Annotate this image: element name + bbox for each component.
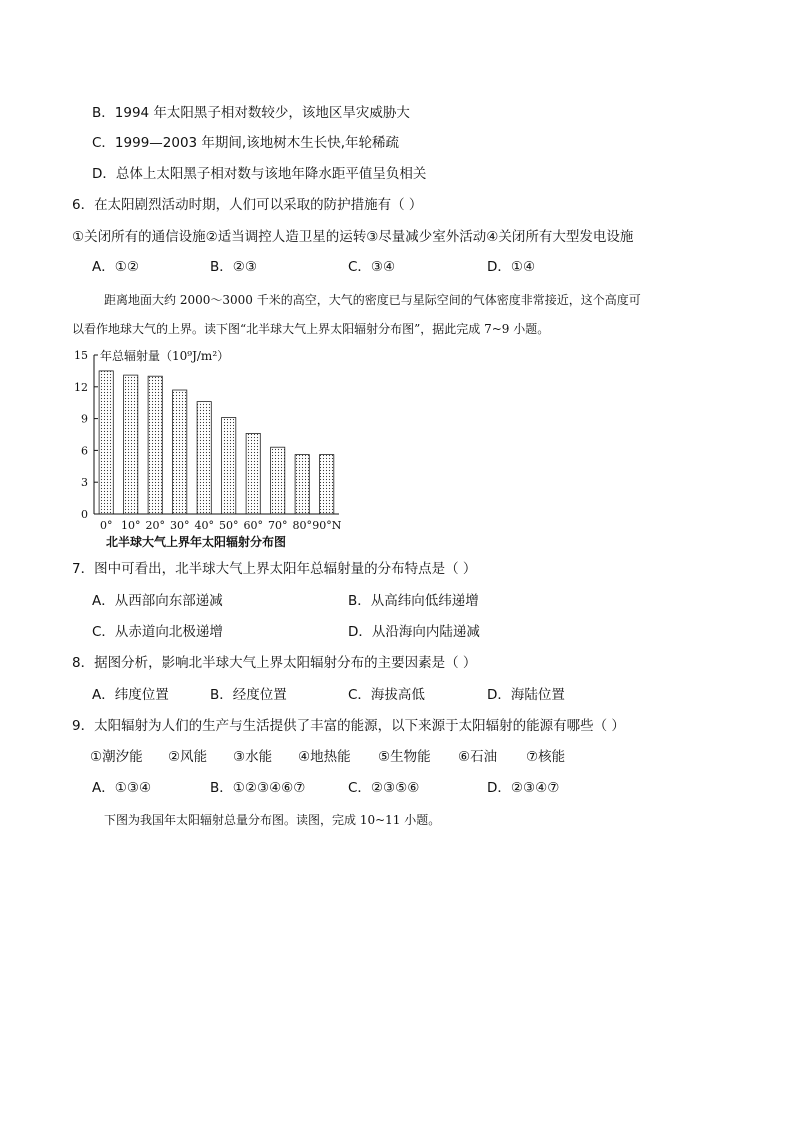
q9-item: ③水能 [233, 749, 273, 765]
q6-option-a: A．①② [92, 259, 139, 275]
q8-stem: 8．据图分析，影响北半球大气上界太阳辐射分布的主要因素是（ ） [72, 655, 477, 671]
chart-y-tick-label: 15 [74, 349, 88, 362]
intro-7-9-line1: 距离地面大约 2000～3000 千米的高空，大气的密度已与星际空间的气体密度非常接近，这个高度可 [104, 293, 641, 307]
chart-bar [320, 455, 334, 514]
q6-option-c: C．③④ [348, 259, 396, 275]
chart-x-tick-label: 30° [170, 519, 190, 532]
q9-option-a: A．①③④ [92, 780, 152, 796]
chart-x-tick-label: 60° [243, 519, 264, 532]
q7-option-c: C．从赤道向北极递增 [92, 624, 223, 640]
q7-option-d: D．从沿海向内陆递减 [348, 624, 480, 640]
chart-y-axis-label: 年总辐射量（10⁹J/m²） [100, 349, 230, 363]
q9-item: ①潮汐能 [90, 749, 143, 765]
chart-x-tick-label: 80° [292, 519, 313, 532]
chart-bar [99, 371, 113, 514]
chart-bar [124, 375, 138, 514]
chart-bar [197, 402, 211, 514]
q6-option-d: D．①④ [487, 259, 536, 275]
chart-x-tick-label: 0° [100, 519, 113, 532]
q6-stem: 6．在太阳剧烈活动时期，人们可以采取的防护措施有（ ） [72, 197, 423, 213]
q9-item: ④地热能 [298, 749, 351, 765]
chart-x-tick-label: 90°N [312, 519, 342, 532]
chart-bar [148, 376, 162, 514]
q8-option-a: A．纬度位置 [92, 687, 169, 703]
chart-bar [222, 418, 236, 515]
radiation-bar-chart [64, 340, 364, 555]
q7-option-a: A．从西部向东部递减 [92, 593, 223, 609]
q6-items: ①关闭所有的通信设施②适当调控人造卫星的运转③尽量减少室外活动④关闭所有大型发电设施 [72, 229, 634, 245]
chart-bar [271, 447, 285, 514]
chart-x-tick-label: 10° [121, 519, 141, 532]
q5-option-d: D．总体上太阳黑子相对数与该地年降水距平值呈负相关 [92, 166, 427, 182]
q7-option-b: B．从高纬向低纬递增 [348, 593, 479, 609]
q8-option-b: B．经度位置 [210, 687, 287, 703]
chart-x-tick-label: 70° [268, 519, 288, 532]
q9-item: ⑥石油 [458, 749, 498, 765]
chart-title: 北半球大气上界年太阳辐射分布图 [106, 535, 287, 549]
chart-y-tick-label: 12 [74, 380, 88, 394]
q8-option-c: C．海拔高低 [348, 687, 425, 703]
q9-stem: 9．太阳辐射为人们的生产与生活提供了丰富的能源，以下来源于太阳辐射的能源有哪些（ ） [72, 718, 625, 734]
chart-bar [295, 455, 309, 514]
chart-bar [173, 390, 187, 514]
q9-item: ②风能 [168, 749, 208, 765]
q5-option-b: B．1994 年太阳黑子相对数较少，该地区旱灾威胁大 [92, 105, 410, 121]
chart-y-tick-label: 3 [81, 476, 88, 490]
chart-bar [246, 433, 260, 514]
chart-x-tick-label: 20° [145, 519, 166, 532]
q9-option-b: B．①②③④⑥⑦ [210, 780, 306, 796]
q9-item: ⑦核能 [526, 749, 566, 765]
chart-y-tick-label: 6 [81, 444, 88, 458]
q9-option-c: C．②③⑤⑥ [348, 780, 420, 796]
q9-item: ⑤生物能 [378, 749, 431, 765]
q6-option-b: B．②③ [210, 259, 257, 275]
q8-option-d: D．海陆位置 [487, 687, 565, 703]
intro-7-9-line2: 以看作地球大气的上界。读下图“北半球大气上界太阳辐射分布图”，据此完成 7~9 小题。 [72, 322, 550, 336]
chart-x-tick-label: 50° [219, 519, 239, 532]
q7-stem: 7．图中可看出，北半球大气上界太阳年总辐射量的分布特点是（ ） [72, 561, 477, 577]
q9-option-d: D．②③④⑦ [487, 780, 560, 796]
chart-x-tick-label: 40° [194, 519, 215, 532]
intro-10-11: 下图为我国年太阳辐射总量分布图。读图，完成 10~11 小题。 [104, 813, 441, 827]
chart-y-tick-label: 0 [81, 508, 88, 521]
chart-y-tick-label: 9 [81, 412, 88, 426]
q5-option-c: C．1999—2003 年期间,该地树木生长快,年轮稀疏 [92, 135, 400, 151]
